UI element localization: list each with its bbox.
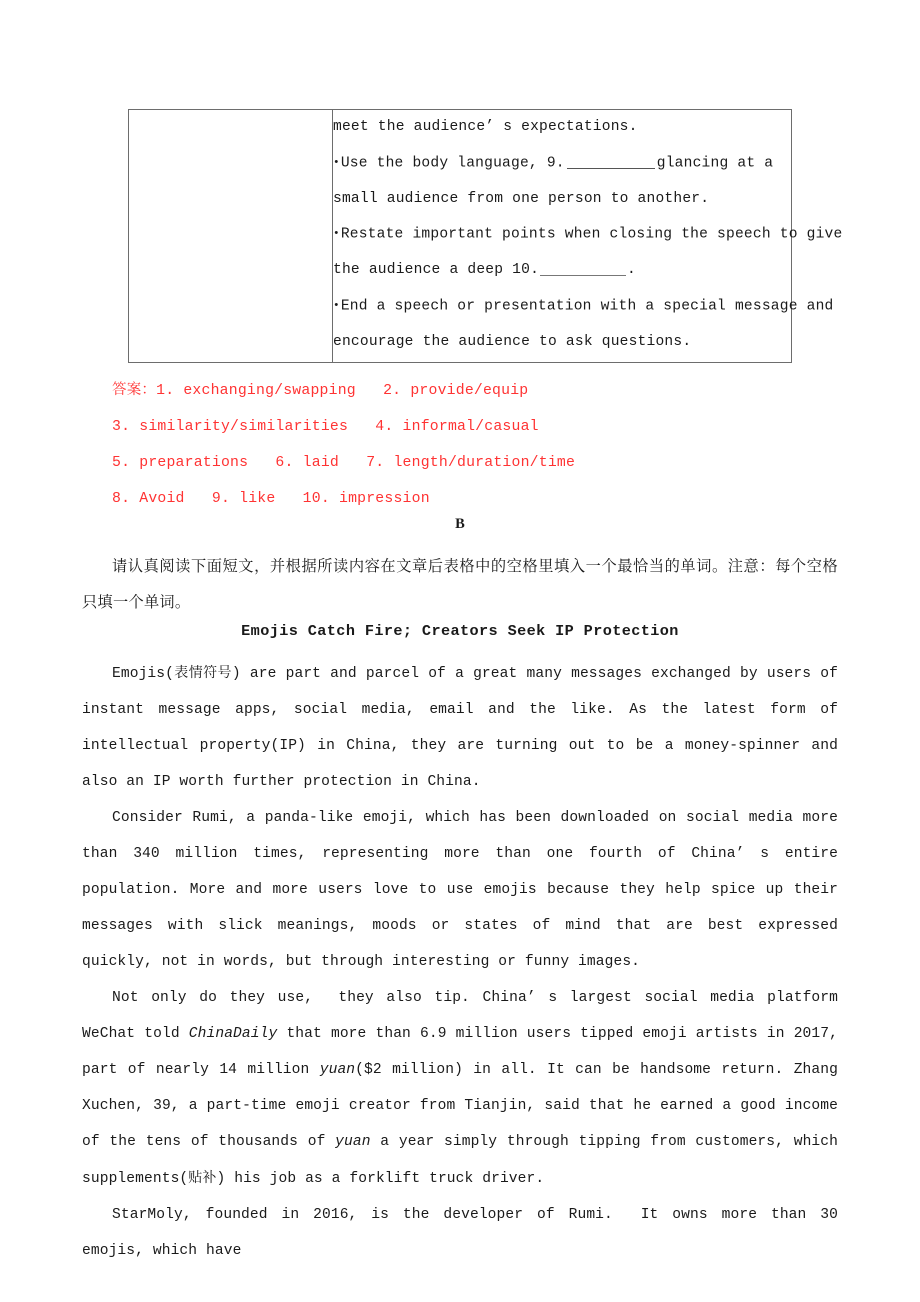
answer-key-line-4: 8. Avoid 9. like 10. impression [112,491,430,507]
article-paragraph-1 [82,655,838,800]
continued-table-wrapper [128,109,843,363]
answer-blank-9[interactable] [567,168,655,169]
table-line-3: small audience from one person to another. [333,190,710,207]
paragraph-3-part-c: ($2 million) in all. It can be handsome return. Zhang Xuchen, 39, a part-time emoji creator from Tianjin, said that he earned a good income of the tens of thousands of [82,1062,838,1150]
table-line-1: meet the audience’ s expectations. [333,119,638,135]
answer-key-line-2: 3. similarity/similarities 4. informal/casual [112,419,539,435]
table-line-4 [333,217,843,253]
table-line-5-after: . [627,262,636,278]
bullet-icon: • [333,156,340,169]
table-line-6-text: End a speech or presentation with a special message and [340,298,834,314]
paragraph-3-publication-name: ChinaDaily [188,1026,278,1042]
table-line-5 [333,253,791,289]
table-line-2-after: glancing at a [656,155,774,171]
paragraph-1-gloss-cn: 表情符号 [174,665,232,681]
paragraph-3-part-a: Not only do they use, they also tip. China’ s largest social media platform WeChat told [82,990,838,1042]
paragraph-1-part-a: Emojis( [112,666,175,682]
table-line-4-text: Restate important points when closing the speech to give [340,226,843,243]
table-line-2 [333,146,791,182]
table-line-6 [333,289,834,325]
paragraph-3-currency-yuan-2: yuan [335,1134,371,1150]
table-cell-right-content [333,110,843,363]
table-row [129,110,792,363]
answer-key-line-1-items: 1. exchanging/swapping 2. provide/equip [156,383,529,399]
section-letter-b: B [455,516,465,532]
article-paragraph-4: StarMoly, founded in 2016, is the developer of Rumi. It owns more than 30 emojis, which have [82,1207,838,1259]
table-cell-left-empty [129,110,333,363]
answer-key-line-1 [112,372,832,409]
answer-blank-10[interactable] [540,275,626,276]
article-paragraph-3 [82,980,838,1197]
table-line-7: encourage the audience to ask questions. [333,333,692,350]
answer-key-block [112,372,832,517]
paragraph-3-part-d: a year simply through tipping from customers, which supplements( [82,1134,838,1187]
table-line-2-before: Use the body language, 9. [340,155,565,171]
paragraph-1-part-b: ) are part and parcel of a great many messages exchanged by users of instant message apps, social media, email and the like. As the latest form of intellectual property(IP) in China, they are turning out to be a money-spinner and also an IP worth further protection in China. [82,666,838,790]
answer-key-line-3: 5. preparations 6. laid 7. length/duration/time [112,455,576,471]
paragraph-3-currency-yuan-1: yuan [319,1062,356,1078]
paragraph-3-part-e: ) his job as a forklift truck driver. [216,1171,545,1187]
article-title: Emojis Catch Fire; Creators Seek IP Protection [241,622,679,640]
speech-tips-table [128,109,843,363]
article-paragraph-2: Consider Rumi, a panda-like emoji, which has been downloaded on social media more than 340 million times, representing more than one fourth of China’ s entire population. More and more users love to use emojis because they help spice up their messages with slick meanings, moods or states of mind that are best expressed quickly, not in words, but through interesting or funny images. [82,810,838,970]
paragraph-3-part-b: that more than 6.9 million users tipped emoji artists in 2017, part of nearly 14 million [82,1026,838,1078]
article-body [82,655,838,1269]
table-line-5-before: the audience a deep 10. [333,262,540,278]
bullet-icon: • [333,228,340,240]
paragraph-3-gloss-cn: 贴补 [188,1170,217,1186]
section-directions: 请认真阅读下面短文，并根据所读内容在文章后表格中的空格里填入一个最恰当的单词。注意：每个空格只填一个单词。 [82,557,838,611]
answer-key-label: 答案： [112,382,157,398]
bullet-icon: • [333,299,340,312]
